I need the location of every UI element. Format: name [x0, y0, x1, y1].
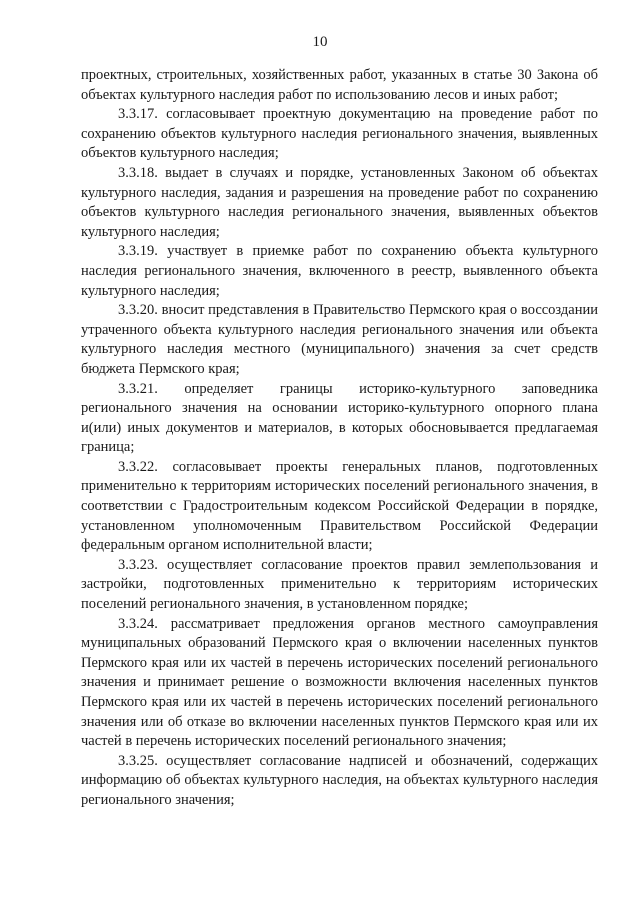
paragraph-continuation: проектных, строительных, хозяйственных работ, указанных в статье 30 Закона об объектах культурного наследия работ по использованию лесов и иных работ; — [81, 67, 598, 103]
paragraph-3-3-19: 3.3.19. участвует в приемке работ по сохранению объекта культурного наследия регионального значения, включенного в реестр, выявленного объекта культурного наследия; — [81, 243, 598, 299]
paragraph-3-3-24: 3.3.24. рассматривает предложения органов местного самоуправления муниципальных образований Пермского края о включении населенных пунктов Пермского края или их частей в перечень исторических поселений регионального значения и принимает решение о возможности включения населенных пунктов Пермского края или их частей в перечень исторических поселений регионального значения или об отказе во включении населенных пунктов Пермского края или их частей в перечень исторических поселений регионального значения; — [81, 615, 598, 750]
document-body — [81, 66, 598, 811]
paragraph-3-3-18: 3.3.18. выдает в случаях и порядке, установленных Законом об объектах культурного наследия, задания и разрешения на проведение работ по сохранению объектов культурного наследия регионального значения, выявленных объектов культурного наследия; — [81, 164, 598, 240]
paragraph-3-3-21: 3.3.21. определяет границы историко-культурного заповедника регионального значения на основании историко-культурного опорного плана и(или) иных документов и материалов, в которых обосновывается предлагаемая граница; — [81, 380, 598, 456]
paragraph-3-3-23: 3.3.23. осуществляет согласование проектов правил землепользования и застройки, подготовленных применительно к территориям исторических поселений регионального значения, в установленном порядке; — [81, 556, 598, 613]
paragraph-3-3-20: 3.3.20. вносит представления в Правительство Пермского края о воссоздании утраченного объекта культурного наследия регионального значения или объекта культурного наследия местного (муниципального) значения за счет средств бюджета Пермского края; — [81, 302, 598, 377]
paragraph-3-3-25: 3.3.25. осуществляет согласование надписей и обозначений, содержащих информацию об объектах культурного наследия, на объектах культурного наследия регионального значения; — [81, 752, 598, 808]
paragraph-3-3-17: 3.3.17. согласовывает проектную документацию на проведение работ по сохранению объектов культурного наследия регионального значения, выявленных объектов культурного наследия; — [81, 106, 598, 162]
paragraph-3-3-22: 3.3.22. согласовывает проекты генеральных планов, подготовленных применительно к территориям исторических поселений регионального значения, в соответствии с Градостроительным кодексом Российской Федерации в порядке, установленном уполномоченным Правительством Российской Федерации федеральным органом исполнительной власти; — [81, 458, 598, 554]
page-number: 10 — [312, 34, 328, 50]
